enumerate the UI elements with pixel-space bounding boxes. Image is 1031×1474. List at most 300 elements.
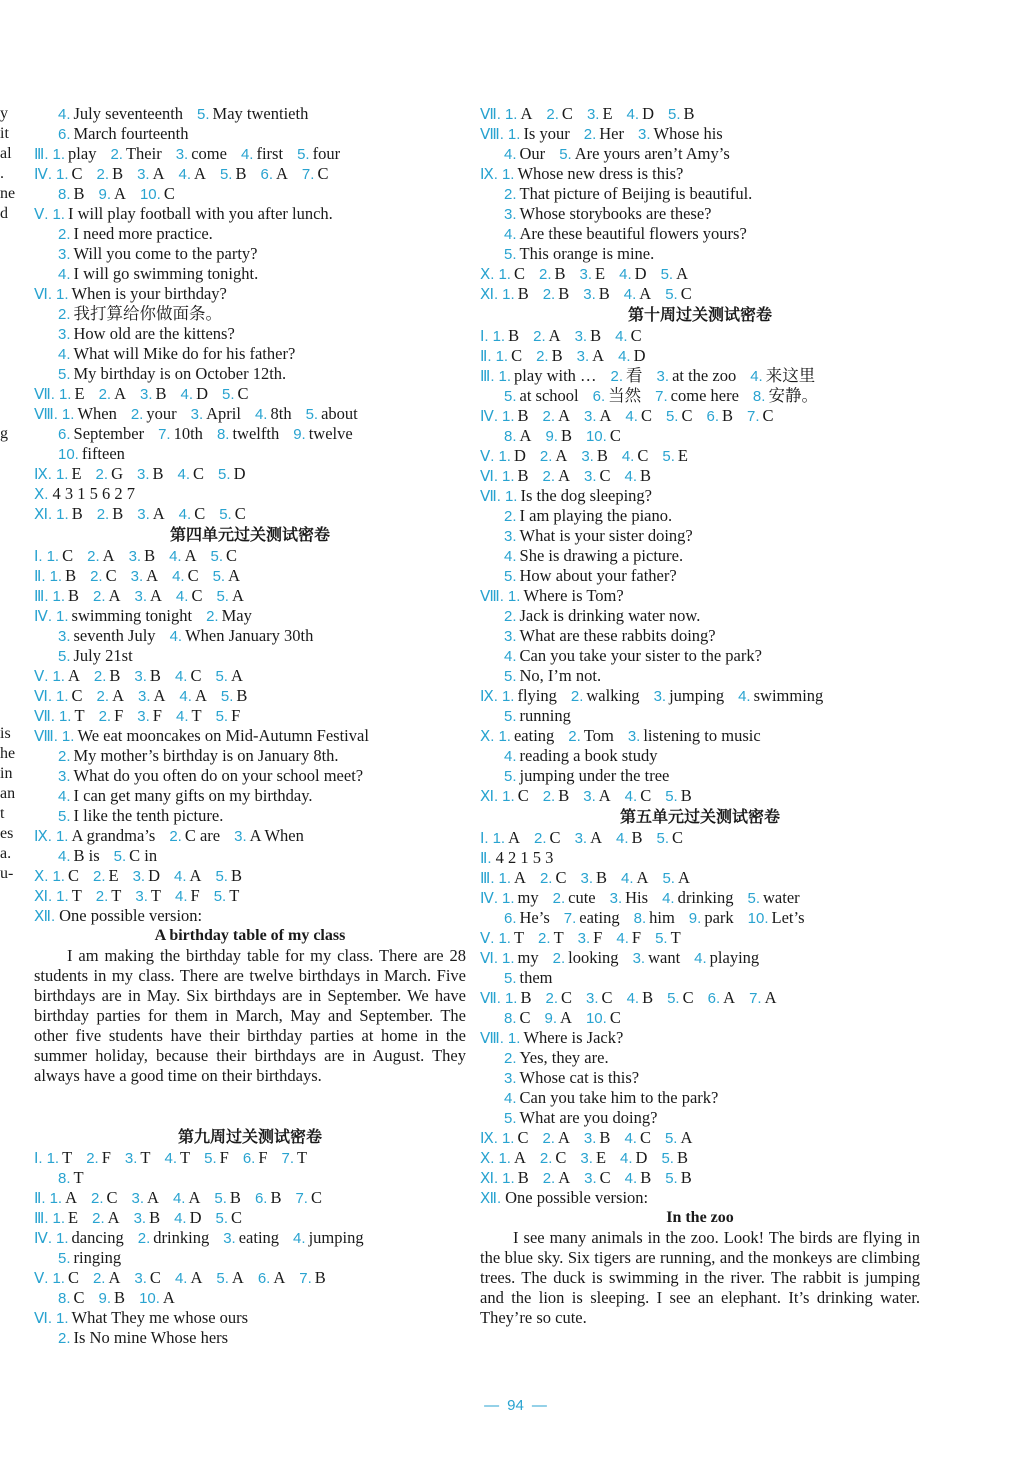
section-numeral: Ⅳ. xyxy=(480,890,499,907)
answer-item xyxy=(504,746,657,767)
answer-item xyxy=(58,786,313,807)
item-number: 5. xyxy=(667,106,681,123)
answer-item xyxy=(575,828,602,849)
answer-line xyxy=(480,646,920,666)
answer-item xyxy=(546,104,573,125)
item-text: C xyxy=(555,868,567,887)
item-number: 2. xyxy=(92,1210,105,1227)
answer-line xyxy=(34,666,466,686)
item-number: 4. xyxy=(504,146,517,163)
answer-item xyxy=(568,726,614,747)
item-text: eating xyxy=(238,1228,280,1247)
answer-line xyxy=(34,484,466,504)
item-number: 3. xyxy=(586,990,599,1007)
answer-item xyxy=(132,1188,159,1209)
answer-item xyxy=(498,726,554,747)
item-text: April xyxy=(206,404,241,423)
section-numeral: Ⅰ. xyxy=(34,548,43,565)
answer-item xyxy=(747,406,774,427)
answer-item xyxy=(131,404,177,425)
answer-line xyxy=(480,626,920,646)
answer-item xyxy=(59,906,202,926)
item-number: 2. xyxy=(552,890,566,907)
item-text: ringing xyxy=(73,1248,122,1267)
item-text: B xyxy=(149,1208,161,1227)
item-number: 1. xyxy=(56,1230,69,1247)
answer-item xyxy=(47,546,74,567)
item-number: 3. xyxy=(58,326,71,343)
answer-line xyxy=(34,344,466,364)
item-text: Let’s xyxy=(771,908,805,927)
answer-line xyxy=(34,746,466,766)
item-text: reading a book study xyxy=(519,746,658,765)
answer-item xyxy=(540,1148,567,1169)
item-number: 2. xyxy=(137,1230,151,1247)
answer-line xyxy=(34,1208,466,1228)
item-number: 3. xyxy=(580,870,593,887)
item-number: 8. xyxy=(58,1290,71,1307)
item-number: 2. xyxy=(58,306,71,323)
section-numeral: Ⅱ. xyxy=(480,348,492,365)
answer-item xyxy=(138,1228,209,1249)
answer-item xyxy=(587,104,613,125)
section-header: 第九周过关测试密卷 xyxy=(177,1127,322,1146)
item-number: 1. xyxy=(52,1210,66,1227)
item-text: Yes, they are. xyxy=(519,1048,609,1067)
cropped-text-fragment xyxy=(0,664,30,684)
answer-item xyxy=(504,546,683,567)
answer-item xyxy=(306,404,358,425)
section-numeral: Ⅴ. xyxy=(34,1270,49,1287)
answer-line xyxy=(480,366,920,386)
item-text: dancing xyxy=(71,1228,124,1247)
item-text: listening to music xyxy=(643,726,761,745)
cropped-text-fragment xyxy=(0,444,30,464)
answer-item xyxy=(504,606,700,627)
answer-item xyxy=(662,868,689,889)
item-text: B xyxy=(109,666,121,685)
answer-item xyxy=(620,1148,647,1169)
answer-item xyxy=(58,766,363,787)
item-text: His xyxy=(625,888,649,907)
item-number: 3. xyxy=(58,768,71,785)
answer-line xyxy=(34,866,466,886)
answer-item xyxy=(52,866,79,887)
item-text: Whose storybooks are these? xyxy=(519,204,712,223)
section-numeral: Ⅹ. xyxy=(480,266,495,283)
item-number: 1. xyxy=(504,990,518,1007)
item-text: A xyxy=(228,566,241,585)
item-text: C xyxy=(163,184,175,203)
answer-line xyxy=(480,1128,920,1148)
item-text: A xyxy=(764,988,777,1007)
answer-line xyxy=(480,104,920,124)
answer-item xyxy=(217,424,279,445)
item-number: 5. xyxy=(210,548,224,565)
item-text: F xyxy=(258,1148,268,1167)
answer-item xyxy=(176,144,227,165)
item-text: T xyxy=(191,706,202,725)
answer-item xyxy=(504,766,669,787)
item-text: T xyxy=(229,886,240,905)
answer-item xyxy=(502,948,539,969)
item-number: 1. xyxy=(55,466,69,483)
answer-item xyxy=(504,1048,609,1069)
answer-item xyxy=(99,1288,126,1309)
answer-line xyxy=(480,446,920,466)
item-number: 8. xyxy=(504,428,517,445)
item-text: I can get many gifts on my birthday. xyxy=(73,786,313,805)
item-text: C xyxy=(310,1188,322,1207)
item-number: 3. xyxy=(580,1150,593,1167)
item-text: F xyxy=(152,706,162,725)
item-number: 2. xyxy=(95,466,109,483)
item-number: 2. xyxy=(546,106,559,123)
item-number: 4. xyxy=(504,1090,517,1107)
item-text: My mother’s birthday is on January 8th. xyxy=(73,746,339,765)
answer-line xyxy=(34,1248,466,1268)
item-text: F xyxy=(231,706,241,725)
item-number: 1. xyxy=(501,1130,515,1147)
item-text: I will play football with you after lunch. xyxy=(67,204,333,223)
item-text: D xyxy=(642,104,654,123)
item-text: A xyxy=(231,1268,244,1287)
item-text: want xyxy=(648,948,681,967)
item-number: 5. xyxy=(214,1190,227,1207)
answer-item xyxy=(625,786,652,807)
item-number: 2. xyxy=(542,468,556,485)
item-text: T xyxy=(180,1148,191,1167)
item-text: at the zoo xyxy=(672,366,737,385)
item-text: your xyxy=(146,404,177,423)
answer-item xyxy=(282,1148,308,1169)
item-text: One possible version: xyxy=(59,906,203,925)
answer-item xyxy=(59,384,85,405)
answer-item xyxy=(214,886,240,907)
section-numeral: Ⅹ. xyxy=(34,868,49,885)
item-text: 4 2 1 5 3 xyxy=(495,848,554,867)
item-number: 1. xyxy=(498,266,511,283)
section-numeral: Ⅰ. xyxy=(480,328,489,345)
item-number: 2. xyxy=(169,828,182,845)
answer-item xyxy=(564,908,620,929)
item-number: 6. xyxy=(58,126,71,143)
item-number: 4. xyxy=(504,748,517,765)
item-number: 5. xyxy=(661,1150,674,1167)
cropped-text-fragment xyxy=(0,284,30,304)
answer-item xyxy=(504,908,550,929)
section-numeral: Ⅴ. xyxy=(34,206,49,223)
answer-item xyxy=(62,404,117,425)
answer-item xyxy=(221,686,248,707)
answer-item xyxy=(502,1168,529,1189)
item-text: twelfth xyxy=(232,424,280,443)
answer-item xyxy=(619,264,646,285)
item-number: 1. xyxy=(507,1030,521,1047)
cropped-text-fragment xyxy=(0,584,30,604)
answer-item xyxy=(96,464,123,485)
answer-line xyxy=(34,806,466,826)
item-number: 7. xyxy=(655,388,668,405)
item-number: 10. xyxy=(58,446,79,463)
section-numeral: Ⅸ. xyxy=(480,166,498,183)
item-number: 2. xyxy=(536,348,549,365)
item-number: 3. xyxy=(134,668,147,685)
answer-item xyxy=(110,144,161,165)
item-number: 1. xyxy=(502,408,515,425)
item-number: 5. xyxy=(212,568,226,585)
item-text: eating xyxy=(513,726,555,745)
item-number: 5. xyxy=(220,688,234,705)
item-text: B xyxy=(229,1188,241,1207)
item-text: A xyxy=(162,1288,175,1307)
answer-item xyxy=(58,304,222,325)
item-text: A xyxy=(558,406,570,425)
cropped-text-fragment xyxy=(0,344,30,364)
item-number: 1. xyxy=(502,788,515,805)
answer-item xyxy=(99,706,124,727)
answer-line xyxy=(34,424,466,444)
section-numeral: Ⅰ. xyxy=(34,1150,43,1167)
answer-item xyxy=(748,888,800,909)
item-text: A xyxy=(560,1008,572,1027)
answer-item xyxy=(91,1188,118,1209)
item-text: A xyxy=(67,666,80,685)
section-numeral: Ⅳ. xyxy=(34,166,53,183)
item-number: 2. xyxy=(504,186,517,203)
item-number: 5. xyxy=(204,1150,217,1167)
item-text: A xyxy=(194,686,207,705)
item-text: B xyxy=(114,1288,126,1307)
section-numeral: Ⅲ. xyxy=(480,368,495,385)
item-text: D xyxy=(189,1208,202,1227)
answer-line xyxy=(480,466,920,486)
item-text: B xyxy=(152,464,164,483)
answer-line xyxy=(34,706,466,726)
section-numeral: Ⅸ. xyxy=(34,828,52,845)
item-text: B xyxy=(642,988,654,1007)
item-number: 4. xyxy=(618,348,631,365)
answer-item xyxy=(657,828,684,849)
item-number: 2. xyxy=(130,406,144,423)
item-number: 2. xyxy=(542,1170,556,1187)
item-number: 2. xyxy=(93,668,107,685)
item-text: my xyxy=(517,888,539,907)
item-number: 1. xyxy=(52,146,66,163)
item-number: 5. xyxy=(215,708,229,725)
item-number: 4. xyxy=(621,448,635,465)
item-text: play with … xyxy=(514,366,597,385)
answer-item xyxy=(134,1268,161,1289)
answer-item xyxy=(47,1148,73,1169)
item-text: A xyxy=(114,184,126,203)
item-number: 2. xyxy=(542,1130,555,1147)
item-number: 10. xyxy=(747,910,769,927)
answer-line xyxy=(480,606,920,626)
essay-title: In the zoo xyxy=(666,1209,734,1226)
item-text: A xyxy=(102,546,115,565)
item-text: A xyxy=(114,384,127,403)
cropped-text-fragment xyxy=(0,304,30,324)
item-number: 3. xyxy=(137,506,150,523)
item-text: B xyxy=(112,504,124,523)
answer-item xyxy=(618,346,645,367)
item-number: 2. xyxy=(86,1150,99,1167)
item-number: 4. xyxy=(178,506,192,523)
answer-item xyxy=(58,124,189,145)
answer-line xyxy=(34,1228,466,1248)
answer-item xyxy=(654,686,725,707)
answer-item xyxy=(56,164,83,185)
answer-item xyxy=(62,726,369,747)
section-numeral: Ⅺ. xyxy=(480,286,499,303)
answer-column-right xyxy=(480,104,920,1348)
answer-item xyxy=(504,1088,718,1109)
answer-item xyxy=(93,586,120,607)
answer-line xyxy=(480,666,920,686)
item-number: 4. xyxy=(58,788,71,805)
answer-item xyxy=(545,1008,572,1029)
item-text: When xyxy=(77,404,117,423)
answer-item xyxy=(137,164,164,185)
answer-item xyxy=(504,426,531,447)
answer-line xyxy=(480,706,920,726)
answer-item xyxy=(624,1128,651,1149)
item-number: 1. xyxy=(56,506,69,523)
item-number: 1. xyxy=(498,448,511,465)
answer-item xyxy=(93,866,119,887)
item-number: 1. xyxy=(52,868,65,885)
section-numeral: Ⅶ. xyxy=(480,990,501,1007)
answer-line xyxy=(480,968,920,988)
item-number: 7. xyxy=(158,426,171,443)
item-text: One possible version: xyxy=(505,1188,649,1207)
item-number: 4. xyxy=(58,266,71,283)
answer-item xyxy=(504,1068,639,1089)
item-number: 8. xyxy=(752,388,766,405)
item-text: T xyxy=(670,928,681,947)
item-text: B xyxy=(554,264,566,283)
item-text: A xyxy=(599,406,612,425)
answer-item xyxy=(504,626,716,647)
item-number: 3. xyxy=(58,246,71,263)
item-number: 4. xyxy=(174,1270,188,1287)
answer-item xyxy=(502,164,683,185)
answer-item xyxy=(738,686,823,707)
item-number: 4. xyxy=(624,1130,637,1147)
item-text: T xyxy=(140,1148,151,1167)
item-number: 1. xyxy=(498,930,511,947)
item-text: A xyxy=(107,1208,120,1227)
item-text: What They me whose ours xyxy=(71,1308,249,1327)
answer-item xyxy=(175,1268,202,1289)
item-text: C xyxy=(549,828,561,847)
item-text: A xyxy=(189,866,202,885)
item-number: 2. xyxy=(542,408,556,425)
answer-line xyxy=(34,1328,466,1348)
item-text: B xyxy=(640,466,652,485)
answer-item xyxy=(222,384,249,405)
answer-line xyxy=(480,1148,920,1168)
item-number: 1. xyxy=(502,468,515,485)
answer-item xyxy=(241,144,283,165)
item-text: D xyxy=(634,264,647,283)
item-number: 1. xyxy=(492,328,506,345)
answer-item xyxy=(204,1148,229,1169)
item-text: B xyxy=(517,406,529,425)
item-number: 4. xyxy=(254,406,268,423)
item-number: 3. xyxy=(583,468,597,485)
answer-item xyxy=(504,506,672,527)
item-text: B is xyxy=(73,846,100,865)
answer-item xyxy=(502,1128,529,1149)
answer-line xyxy=(480,346,920,366)
item-number: 2. xyxy=(504,1050,517,1067)
answer-item xyxy=(58,344,295,365)
item-text: That picture of Beijing is beautiful. xyxy=(519,184,753,203)
cropped-left-column xyxy=(0,104,30,884)
section-numeral: Ⅻ. xyxy=(480,1190,502,1207)
answer-item xyxy=(583,284,610,305)
item-number: 5. xyxy=(504,568,517,585)
item-text: flying xyxy=(517,686,557,705)
answer-item xyxy=(58,1288,85,1309)
answer-item xyxy=(50,566,77,587)
item-text: C xyxy=(67,1268,79,1287)
answer-item xyxy=(172,566,199,587)
item-text: We eat mooncakes on Mid-Autumn Festival xyxy=(77,726,369,745)
answer-item xyxy=(505,1188,648,1208)
item-text: A xyxy=(590,828,602,847)
item-text: twelve xyxy=(308,424,353,443)
answer-item xyxy=(56,886,82,907)
item-text: A xyxy=(598,786,611,805)
answer-item xyxy=(220,164,247,185)
item-number: 3. xyxy=(656,368,670,385)
answer-line xyxy=(34,144,466,164)
answer-item xyxy=(176,706,202,727)
item-text: I like the tenth picture. xyxy=(73,806,224,825)
cropped-text-fragment xyxy=(0,684,30,704)
answer-line xyxy=(480,786,920,806)
item-number: 5. xyxy=(297,146,310,163)
item-text: B xyxy=(598,284,610,303)
item-text: 安静。 xyxy=(768,386,818,405)
item-text: B xyxy=(560,426,572,445)
item-text: May xyxy=(221,606,252,625)
section-header: 第五单元过关测试密卷 xyxy=(619,807,780,826)
answer-item xyxy=(502,466,529,487)
item-number: 4. xyxy=(624,788,638,805)
item-number: 5. xyxy=(504,970,517,987)
item-number: 2. xyxy=(96,166,110,183)
section-numeral: Ⅷ. xyxy=(34,728,58,745)
item-number: 4. xyxy=(174,668,188,685)
answer-item xyxy=(53,586,80,607)
item-number: 5. xyxy=(504,246,517,263)
item-text: fifteen xyxy=(81,444,125,463)
cropped-text-fragment xyxy=(0,704,30,724)
section-numeral: Ⅷ. xyxy=(480,126,504,143)
item-number: 2. xyxy=(58,748,71,765)
answer-item xyxy=(625,466,652,487)
cropped-text-fragment: ne xyxy=(0,185,16,202)
answer-line xyxy=(480,908,920,928)
item-number: 2. xyxy=(538,930,551,947)
item-number: 4. xyxy=(615,328,628,345)
item-text: A xyxy=(548,326,561,345)
answer-item xyxy=(58,1328,228,1349)
